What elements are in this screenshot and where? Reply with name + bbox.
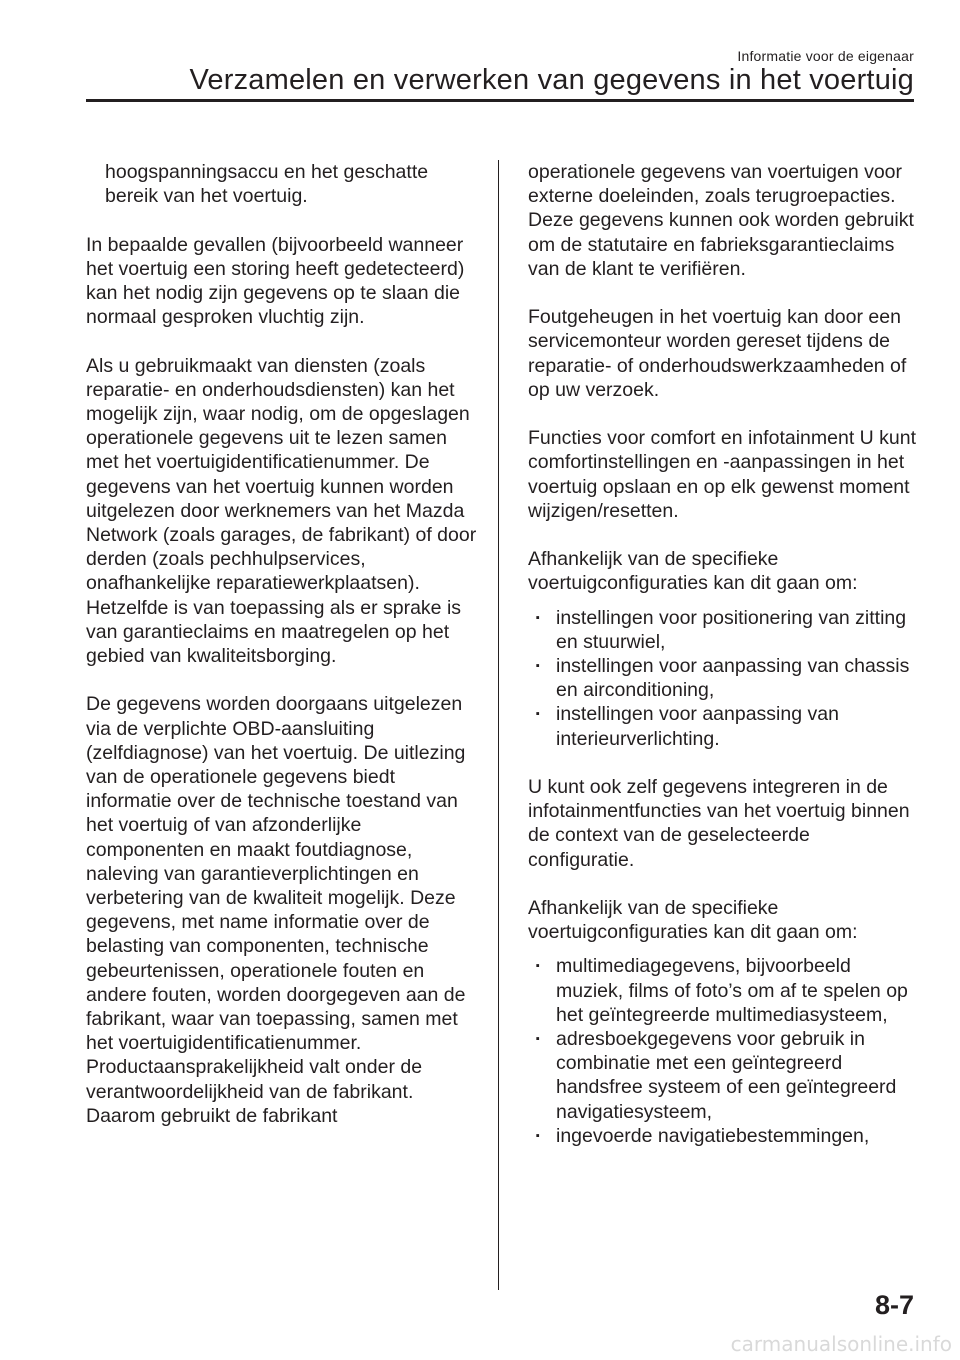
column-divider	[498, 160, 499, 1290]
paragraph: In bepaalde gevallen (bijvoorbeeld wanneer het voertuig een storing heeft gedetecteerd) kan het nodig zijn gegevens op te slaan die normaal gesproken vluchtig zijn.	[86, 233, 465, 329]
list-item: · ingevoerde navigatiebestemmingen,	[535, 1124, 920, 1148]
paragraph: Afhankelijk van de specifieke voertuigconfiguraties kan dit gaan om:	[528, 548, 858, 595]
paragraph: U kunt ook zelf gegevens integreren in de infotainmentfuncties van het voertuig binnen de context van de geselecteerde configuratie.	[528, 776, 910, 871]
list-item: · instellingen voor aanpassing van interieurverlichting.	[535, 702, 920, 750]
bullet-list	[528, 606, 920, 751]
right-column	[528, 160, 920, 1172]
page-title: Verzamelen en verwerken van gegevens in het voertuig	[189, 64, 914, 96]
paragraph: Als u gebruikmaakt van diensten (zoals reparatie- en onderhoudsdiensten) kan het mogelijk zijn, waar nodig, om de opgeslagen operationele gegevens uit te lezen samen met het voertuigidentificatienummer. De gegevens van het voertuig kunnen worden uitgelezen door werknemers van het Mazda Network (zoals garages, de fabrikant) of door derden (zoals pechhulpservices, onafhankelijke reparatiewerkplaatsen). Hetzelfde is van toepassing als er sprake is van garantieclaims en maatregelen op het gebied van kwaliteitsborging.	[86, 354, 477, 668]
list-item: · instellingen voor aanpassing van chassis en airconditioning,	[535, 654, 920, 702]
page-number: 8-7	[874, 1290, 914, 1320]
left-column	[86, 160, 478, 1152]
paragraph: operationele gegevens van voertuigen voor externe doeleinden, zoals terugroepacties. Deze gegevens kunnen ook worden gebruikt om de statutaire en fabrieksgarantieclaims van de klant te verifiëren.	[528, 161, 914, 280]
paragraph: Afhankelijk van de specifieke voertuigconfiguraties kan dit gaan om:	[528, 897, 858, 944]
bullet-list	[528, 954, 920, 1148]
paragraph: Foutgeheugen in het voertuig kan door een servicemonteur worden gereset tijdens de reparatie- of onderhoudswerkzaamheden of op uw verzoek.	[528, 306, 907, 401]
paragraph: De gegevens worden doorgaans uitgelezen via de verplichte OBD‑aansluiting (zelfdiagnose) van het voertuig. De uitlezing van de operationele gegevens biedt informatie over de technische toestand van het voertuig of van afzonderlijke componenten en maakt foutdiagnose, naleving van garantieverplichtingen en verbetering van de kwaliteit mogelijk. Deze gegevens, met name informatie over de belasting van componenten, technische gebeurtenissen, operationele fouten en andere fouten, worden doorgegeven aan de fabrikant, waar van toepassing, samen met het voertuigidentificatienummer. Productaansprakelijkheid valt onder de verantwoordelijkheid van de fabrikant. Daarom gebruikt de fabrikant	[86, 693, 466, 1127]
header-rule	[86, 99, 914, 102]
watermark: carmanualsonline.info	[730, 1332, 952, 1356]
continuation-text: hoogspanningsaccu en het geschatte bereik van het voertuig.	[105, 161, 429, 208]
section-label: Informatie voor de eigenaar	[737, 48, 914, 64]
paragraph: Functies voor comfort en infotainment U kunt comfortinstellingen en ‑aanpassingen in het voertuig opslaan en op elk gewenst moment wijzigen/resetten.	[528, 427, 917, 522]
list-item: · multimediagegevens, bijvoorbeeld muziek, films of foto’s om af te spelen op het geïntegreerde multimediasysteem,	[535, 954, 920, 1027]
list-item: · adresboekgegevens voor gebruik in combinatie met een geïntegreerd handsfree systeem of een geïntegreerd navigatiesysteem,	[535, 1027, 920, 1124]
list-item: · instellingen voor positionering van zitting en stuurwiel,	[535, 606, 920, 654]
